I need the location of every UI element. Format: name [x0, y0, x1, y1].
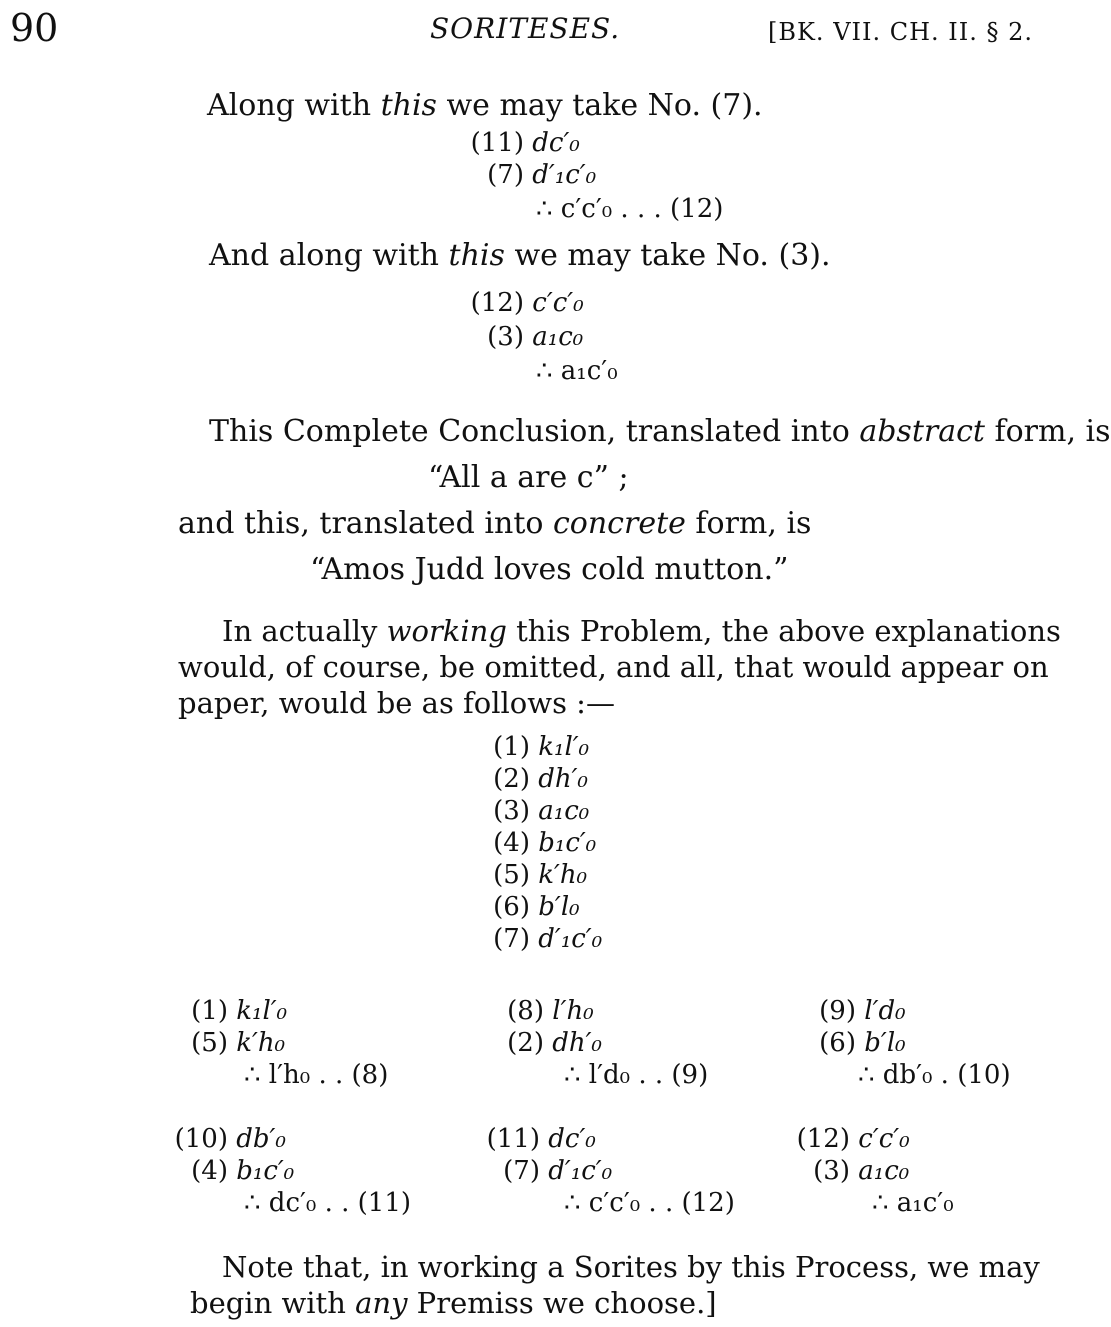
premise-label: (7) — [503, 1156, 540, 1186]
premise-expression: dc′₀ — [532, 128, 580, 158]
block1-row-1 — [458, 128, 580, 158]
conclusion-expression: ∴ a₁c′₀ — [872, 1188, 954, 1218]
premise-label: (10) — [174, 1124, 228, 1154]
premise-expression: l′d₀ — [864, 996, 906, 1026]
premise-4 — [474, 828, 602, 860]
premise-expression: d′₁c′₀ — [548, 1156, 613, 1186]
intro-line-2 — [209, 238, 831, 273]
abstract-quote: “All a are c” ; — [428, 460, 629, 495]
concrete-quote: “Amos Judd loves cold mutton.” — [310, 552, 789, 587]
premise-expression: b′l₀ — [864, 1028, 906, 1058]
working-text: In actually — [222, 614, 387, 648]
note-text-end: Premiss we choose.] — [407, 1286, 717, 1320]
working-line-2: would, of course, be omitted, and all, that would appear on — [178, 650, 1049, 684]
premise-label: (5) — [493, 860, 530, 890]
block1-row-2 — [458, 160, 596, 190]
block2-row-2 — [458, 322, 583, 352]
premise-expression: a₁c₀ — [858, 1156, 910, 1186]
premise-label: (12) — [470, 288, 524, 318]
conclusion-expression: ∴ db′₀ . (10) — [858, 1060, 1011, 1090]
premise-expression: k₁l′₀ — [236, 996, 288, 1026]
running-title: SORITESES. — [430, 12, 621, 45]
premise-label: (7) — [493, 924, 530, 954]
premise-label: (3) — [493, 796, 530, 826]
conclusion-text: This Complete Conclusion, translated into — [209, 414, 860, 449]
premise-expression: a₁c₀ — [532, 322, 584, 352]
premise-expression: c′c′₀ — [858, 1124, 910, 1154]
syllogism-3 — [810, 996, 1011, 1092]
syllogism-5 — [480, 1124, 735, 1220]
premise-label: (11) — [470, 128, 524, 158]
conclusion-emphasis: abstract — [859, 414, 985, 449]
block2-row-1 — [458, 288, 584, 318]
intro-1-text: Along with — [207, 88, 381, 123]
premise-label: (11) — [486, 1124, 540, 1154]
note-emphasis: any — [355, 1286, 408, 1320]
premise-label: (7) — [487, 160, 524, 190]
conclusion-expression: ∴ l′d₀ . . (9) — [564, 1060, 709, 1090]
premise-label: (8) — [507, 996, 544, 1026]
premise-label: (5) — [191, 1028, 228, 1058]
premise-expression: k′h₀ — [538, 860, 588, 890]
syllogism-4 — [168, 1124, 411, 1220]
intro-2-text: And along with — [209, 238, 449, 273]
premise-label: (1) — [191, 996, 228, 1026]
working-line-3: paper, would be as follows :— — [178, 686, 615, 720]
premise-label: (12) — [796, 1124, 850, 1154]
syllogism-6 — [790, 1124, 954, 1220]
premise-label: (4) — [493, 828, 530, 858]
premises-list — [474, 732, 602, 956]
premise-label: (2) — [507, 1028, 544, 1058]
note-text: begin with — [190, 1286, 356, 1320]
intro-2-text-end: we may take No. (3). — [504, 238, 831, 273]
premise-label: (9) — [819, 996, 856, 1026]
note-line-1: Note that, in working a Sorites by this Process, we may — [222, 1250, 1040, 1284]
intro-2-emphasis: this — [448, 238, 505, 273]
premise-expression: d′₁c′₀ — [538, 924, 603, 954]
conclusion-expression: ∴ c′c′₀ . . . (12) — [536, 194, 724, 224]
premise-label: (3) — [813, 1156, 850, 1186]
premise-expression: b′l₀ — [538, 892, 580, 922]
working-text-end: this Problem, the above explanations — [506, 614, 1061, 648]
premise-expression: b₁c′₀ — [236, 1156, 295, 1186]
block2-conclusion — [536, 356, 618, 386]
working-emphasis: working — [386, 614, 507, 648]
premise-label: (1) — [493, 732, 530, 762]
premise-expression: dc′₀ — [548, 1124, 596, 1154]
conclusion-expression: ∴ l′h₀ . . (8) — [244, 1060, 389, 1090]
premise-label: (6) — [493, 892, 530, 922]
premise-expression: c′c′₀ — [532, 288, 584, 318]
working-line-1 — [222, 614, 1061, 648]
premise-expression: k′h₀ — [236, 1028, 286, 1058]
premise-1 — [474, 732, 602, 764]
intro-1-text-end: we may take No. (7). — [436, 88, 763, 123]
premise-3 — [474, 796, 602, 828]
page-number: 90 — [10, 6, 59, 50]
premise-expression: db′₀ — [236, 1124, 286, 1154]
premise-label: (3) — [487, 322, 524, 352]
premise-label: (2) — [493, 764, 530, 794]
premise-expression: k₁l′₀ — [538, 732, 590, 762]
conclusion-2-emphasis: concrete — [553, 506, 686, 541]
premise-label: (4) — [191, 1156, 228, 1186]
conclusion-expression: ∴ dc′₀ . . (11) — [244, 1188, 412, 1218]
premise-expression: d′₁c′₀ — [532, 160, 597, 190]
intro-1-emphasis: this — [380, 88, 437, 123]
conclusion-line-2 — [178, 506, 811, 541]
premise-expression: dh′₀ — [538, 764, 588, 794]
conclusion-line-1 — [209, 414, 1111, 449]
conclusion-expression: ∴ c′c′₀ . . (12) — [564, 1188, 735, 1218]
section-reference: [BK. VII. CH. II. § 2. — [768, 18, 1034, 46]
intro-line-1 — [207, 88, 763, 123]
conclusion-2-text-end: form, is — [685, 506, 812, 541]
block1-conclusion — [536, 194, 723, 224]
note-line-2 — [190, 1286, 717, 1320]
premise-label: (6) — [819, 1028, 856, 1058]
premise-expression: dh′₀ — [552, 1028, 602, 1058]
premise-expression: b₁c′₀ — [538, 828, 597, 858]
premise-expression: a₁c₀ — [538, 796, 590, 826]
premise-2 — [474, 764, 602, 796]
premise-expression: l′h₀ — [552, 996, 594, 1026]
premise-5 — [474, 860, 602, 892]
premise-6 — [474, 892, 602, 924]
conclusion-expression: ∴ a₁c′₀ — [536, 356, 618, 386]
syllogism-2 — [498, 996, 708, 1092]
conclusion-text-end: form, is — [984, 414, 1111, 449]
syllogism-1 — [182, 996, 388, 1092]
conclusion-2-text: and this, translated into — [178, 506, 553, 541]
premise-7 — [474, 924, 602, 956]
